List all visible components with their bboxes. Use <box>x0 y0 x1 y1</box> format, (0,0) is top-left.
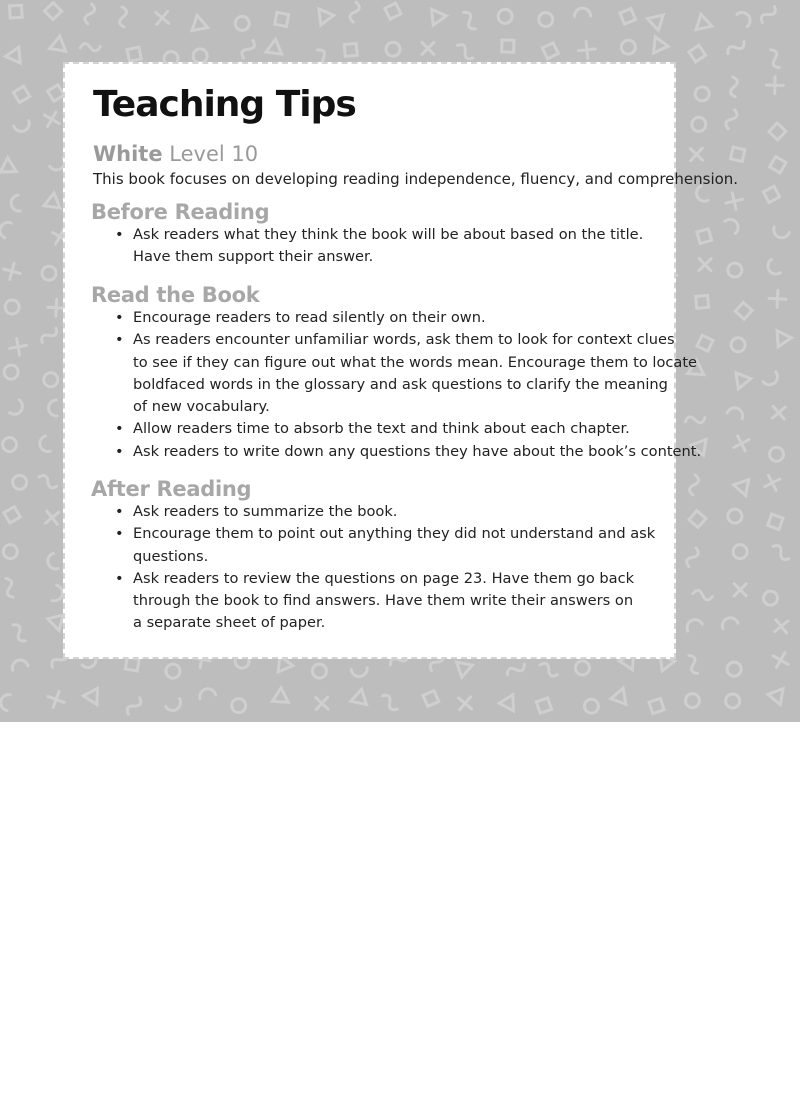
doodle-shape <box>37 474 58 490</box>
doodle-shape <box>693 13 712 30</box>
bullet-text-line: questions. <box>133 547 209 565</box>
bullet-text-line: Allow readers time to absorb the text and think about each chapter. <box>133 420 630 438</box>
bullet-icon: • <box>115 309 124 326</box>
doodle-shape <box>767 445 786 464</box>
bullet-icon: • <box>115 503 124 520</box>
doodle-shape <box>10 5 23 18</box>
doodle-shape <box>240 39 256 60</box>
doodle-shape <box>684 617 702 631</box>
doodle-shape <box>773 653 788 668</box>
page-title: Teaching Tips <box>93 84 356 125</box>
doodle-shape <box>0 220 11 238</box>
doodle-shape <box>684 692 702 710</box>
doodle-shape <box>763 372 781 388</box>
bullet-text-line: Ask readers to review the questions on page 23. Have them go back <box>133 569 635 587</box>
doodle-shape <box>495 7 514 26</box>
doodle-shape <box>724 108 738 130</box>
doodle-shape <box>769 290 786 307</box>
doodle-shape <box>685 414 706 426</box>
doodle-shape <box>43 372 59 388</box>
doodle-shape <box>685 547 700 569</box>
doodle-shape <box>10 195 20 212</box>
doodle-shape <box>734 436 749 451</box>
doodle-shape <box>685 654 701 675</box>
doodle-shape <box>12 475 27 490</box>
bullet-text-line: a separate sheet of paper. <box>133 614 326 632</box>
doodle-shape <box>48 691 64 707</box>
doodle-shape <box>724 659 744 679</box>
doodle-shape <box>505 661 526 678</box>
doodle-shape <box>83 688 104 708</box>
doodle-shape <box>729 76 739 97</box>
doodle-shape <box>692 117 706 131</box>
doodle-shape <box>233 14 251 32</box>
doodle-shape <box>724 693 740 709</box>
doodle-shape <box>48 400 57 416</box>
doodle-shape <box>775 620 788 633</box>
doodle-shape <box>156 11 169 24</box>
bullet-text-line: to see if they can figure out what the words mean. Encourage them to locate <box>133 353 698 371</box>
doodle-shape <box>349 2 360 23</box>
doodle-shape <box>455 42 476 61</box>
doodle-shape <box>725 507 744 526</box>
doodle-shape <box>45 3 62 20</box>
doodle-shape <box>48 85 64 101</box>
doodle-shape <box>344 43 357 56</box>
doodle-shape <box>1 436 19 454</box>
bullet-text-line: Ask readers what they think the book will be about based on the title. <box>133 226 644 243</box>
doodle-shape <box>2 577 17 599</box>
doodle-shape <box>4 298 21 315</box>
doodle-shape <box>728 335 748 355</box>
bullet-icon: • <box>115 420 124 438</box>
doodle-shape <box>39 325 59 345</box>
level-color-word: White <box>93 142 163 166</box>
teaching-tips-card <box>63 62 739 659</box>
bullet-item <box>91 568 671 635</box>
bullet-text-line: Have them support their answer. <box>133 248 374 266</box>
doodle-shape <box>699 258 711 270</box>
doodle-shape <box>770 157 786 173</box>
bullet-icon: • <box>115 569 124 587</box>
doodle-shape <box>13 86 29 102</box>
doodle-shape <box>725 260 744 279</box>
bullet-item <box>91 418 671 440</box>
doodle-shape <box>189 14 207 31</box>
doodle-shape <box>725 216 742 233</box>
doodle-shape <box>767 48 783 69</box>
doodle-shape <box>579 41 596 58</box>
doodle-shape <box>84 3 96 24</box>
doodle-shape <box>4 365 19 380</box>
doodle-shape <box>459 697 472 710</box>
doodle-shape <box>536 10 556 30</box>
doodle-shape <box>0 693 10 710</box>
doodle-shape <box>726 193 743 210</box>
doodle-shape <box>461 10 479 31</box>
doodle-shape <box>735 302 752 319</box>
doodle-shape <box>768 514 783 529</box>
bullet-text-line: As readers encounter unfamiliar words, ask them to look for context clues <box>133 331 675 349</box>
doodle-shape <box>166 699 184 714</box>
doodle-shape <box>611 686 631 705</box>
doodle-shape <box>46 553 58 571</box>
section-after-reading <box>91 477 671 635</box>
doodle-shape <box>1 542 20 561</box>
doodle-shape <box>125 695 143 716</box>
doodle-shape <box>647 37 668 58</box>
section-before-reading <box>91 200 671 269</box>
doodle-shape <box>542 43 558 59</box>
doodle-shape <box>230 697 247 714</box>
doodle-shape <box>351 668 368 678</box>
doodle-shape <box>731 373 751 392</box>
doodle-shape <box>759 4 778 25</box>
bullet-icon: • <box>115 442 124 460</box>
bullet-icon: • <box>115 226 124 243</box>
doodle-shape <box>689 511 706 528</box>
doodle-shape <box>720 616 738 629</box>
doodle-shape <box>737 9 753 26</box>
doodle-shape <box>765 475 780 490</box>
intro-text: This book focuses on developing reading independence, fluency, and comprehension. <box>93 170 739 188</box>
bullet-text-line: through the book to find answers. Have them write their answers on <box>133 592 634 610</box>
bullet-text-line: Encourage readers to read silently on their own. <box>133 309 486 326</box>
bullet-text-line: Ask readers to summarize the book. <box>133 503 398 520</box>
doodle-shape <box>502 40 514 52</box>
section-read-the-book <box>91 283 702 463</box>
bullet-item <box>91 224 671 269</box>
doodle-shape <box>536 698 551 713</box>
doodle-shape <box>697 229 712 244</box>
doodle-shape <box>384 41 401 58</box>
doodle-shape <box>727 405 745 418</box>
doodle-shape <box>772 227 790 240</box>
doodle-shape <box>690 148 702 160</box>
doodle-shape <box>0 158 16 173</box>
doodle-shape <box>5 47 20 64</box>
doodle-shape <box>125 657 139 671</box>
bullet-item <box>91 307 671 329</box>
doodle-shape <box>312 664 326 678</box>
doodle-shape <box>499 695 520 715</box>
bullet-text-line: boldfaced words in the glossary and ask questions to clarify the meaning <box>133 375 668 393</box>
bullet-item <box>91 441 702 463</box>
doodle-shape <box>694 86 710 102</box>
doodle-shape <box>620 8 636 24</box>
doodle-shape <box>689 475 699 496</box>
doodle-shape <box>730 147 744 161</box>
doodle-shape <box>694 186 708 204</box>
doodle-shape <box>582 697 601 716</box>
doodle-shape <box>696 295 709 308</box>
reading-level <box>93 142 258 166</box>
doodle-shape <box>272 687 289 702</box>
doodle-shape <box>164 662 182 680</box>
doodle-shape <box>432 8 448 25</box>
doodle-shape <box>772 406 785 419</box>
doodle-shape <box>385 3 401 19</box>
section-heading: Before Reading <box>91 200 270 224</box>
doodle-shape <box>768 684 789 705</box>
doodle-shape <box>423 691 439 707</box>
doodle-shape <box>316 697 328 709</box>
doodle-shape <box>118 7 128 28</box>
section-heading: After Reading <box>91 477 252 501</box>
doodle-shape <box>649 698 664 713</box>
bullet-text-line: of new vocabulary. <box>133 398 270 416</box>
doodle-shape <box>38 436 50 454</box>
doodle-shape <box>46 511 59 524</box>
doodle-shape <box>10 622 28 643</box>
doodle-shape <box>538 661 559 678</box>
bullet-text-line: Encourage them to point out anything they did not understand and ask <box>133 525 656 543</box>
doodle-shape <box>351 688 370 705</box>
doodle-shape <box>422 42 434 54</box>
doodle-shape <box>766 77 783 94</box>
bullet-icon: • <box>115 525 124 543</box>
doodle-shape <box>4 507 20 523</box>
bullet-text-line: Ask readers to write down any questions they have about the book’s content. <box>133 442 702 460</box>
doodle-shape <box>380 693 400 712</box>
doodle-shape <box>697 335 713 351</box>
doodle-shape <box>41 193 60 213</box>
doodle-shape <box>14 121 32 134</box>
doodle-shape <box>763 186 779 202</box>
doodle-shape <box>10 658 28 670</box>
doodle-shape <box>734 480 754 498</box>
doodle-shape <box>730 542 750 562</box>
bullet-list <box>91 307 702 463</box>
doodle-shape <box>457 658 475 678</box>
doodle-shape <box>765 259 781 277</box>
doodle-shape <box>266 38 284 54</box>
doodle-shape <box>726 38 747 56</box>
bullet-list <box>91 501 671 635</box>
doodle-shape <box>10 338 27 355</box>
doodle-shape <box>10 400 26 418</box>
bullet-item <box>91 523 671 568</box>
bullet-list <box>91 224 671 269</box>
doodle-shape <box>198 687 215 698</box>
doodle-shape <box>573 658 593 678</box>
doodle-shape <box>574 8 590 17</box>
bullet-item <box>91 501 671 523</box>
bullet-icon: • <box>115 331 124 349</box>
doodle-shape <box>647 9 668 30</box>
doodle-shape <box>734 584 746 596</box>
doodle-shape <box>619 38 637 56</box>
doodle-shape <box>769 123 786 140</box>
doodle-shape <box>39 263 59 283</box>
doodle-shape <box>689 45 706 62</box>
doodle-shape <box>4 263 20 279</box>
doodle-shape <box>44 112 59 127</box>
bullet-item <box>91 329 698 418</box>
doodle-shape <box>80 43 101 52</box>
doodle-shape <box>319 7 335 25</box>
doodle-shape <box>761 588 781 608</box>
level-label: Level 10 <box>169 142 259 166</box>
section-heading: Read the Book <box>91 283 260 307</box>
doodle-shape <box>275 12 289 26</box>
doodle-shape <box>127 47 141 61</box>
doodle-shape <box>692 590 713 601</box>
doodle-shape <box>771 543 792 562</box>
doodle-shape <box>770 326 791 347</box>
doodle-shape <box>50 36 71 57</box>
